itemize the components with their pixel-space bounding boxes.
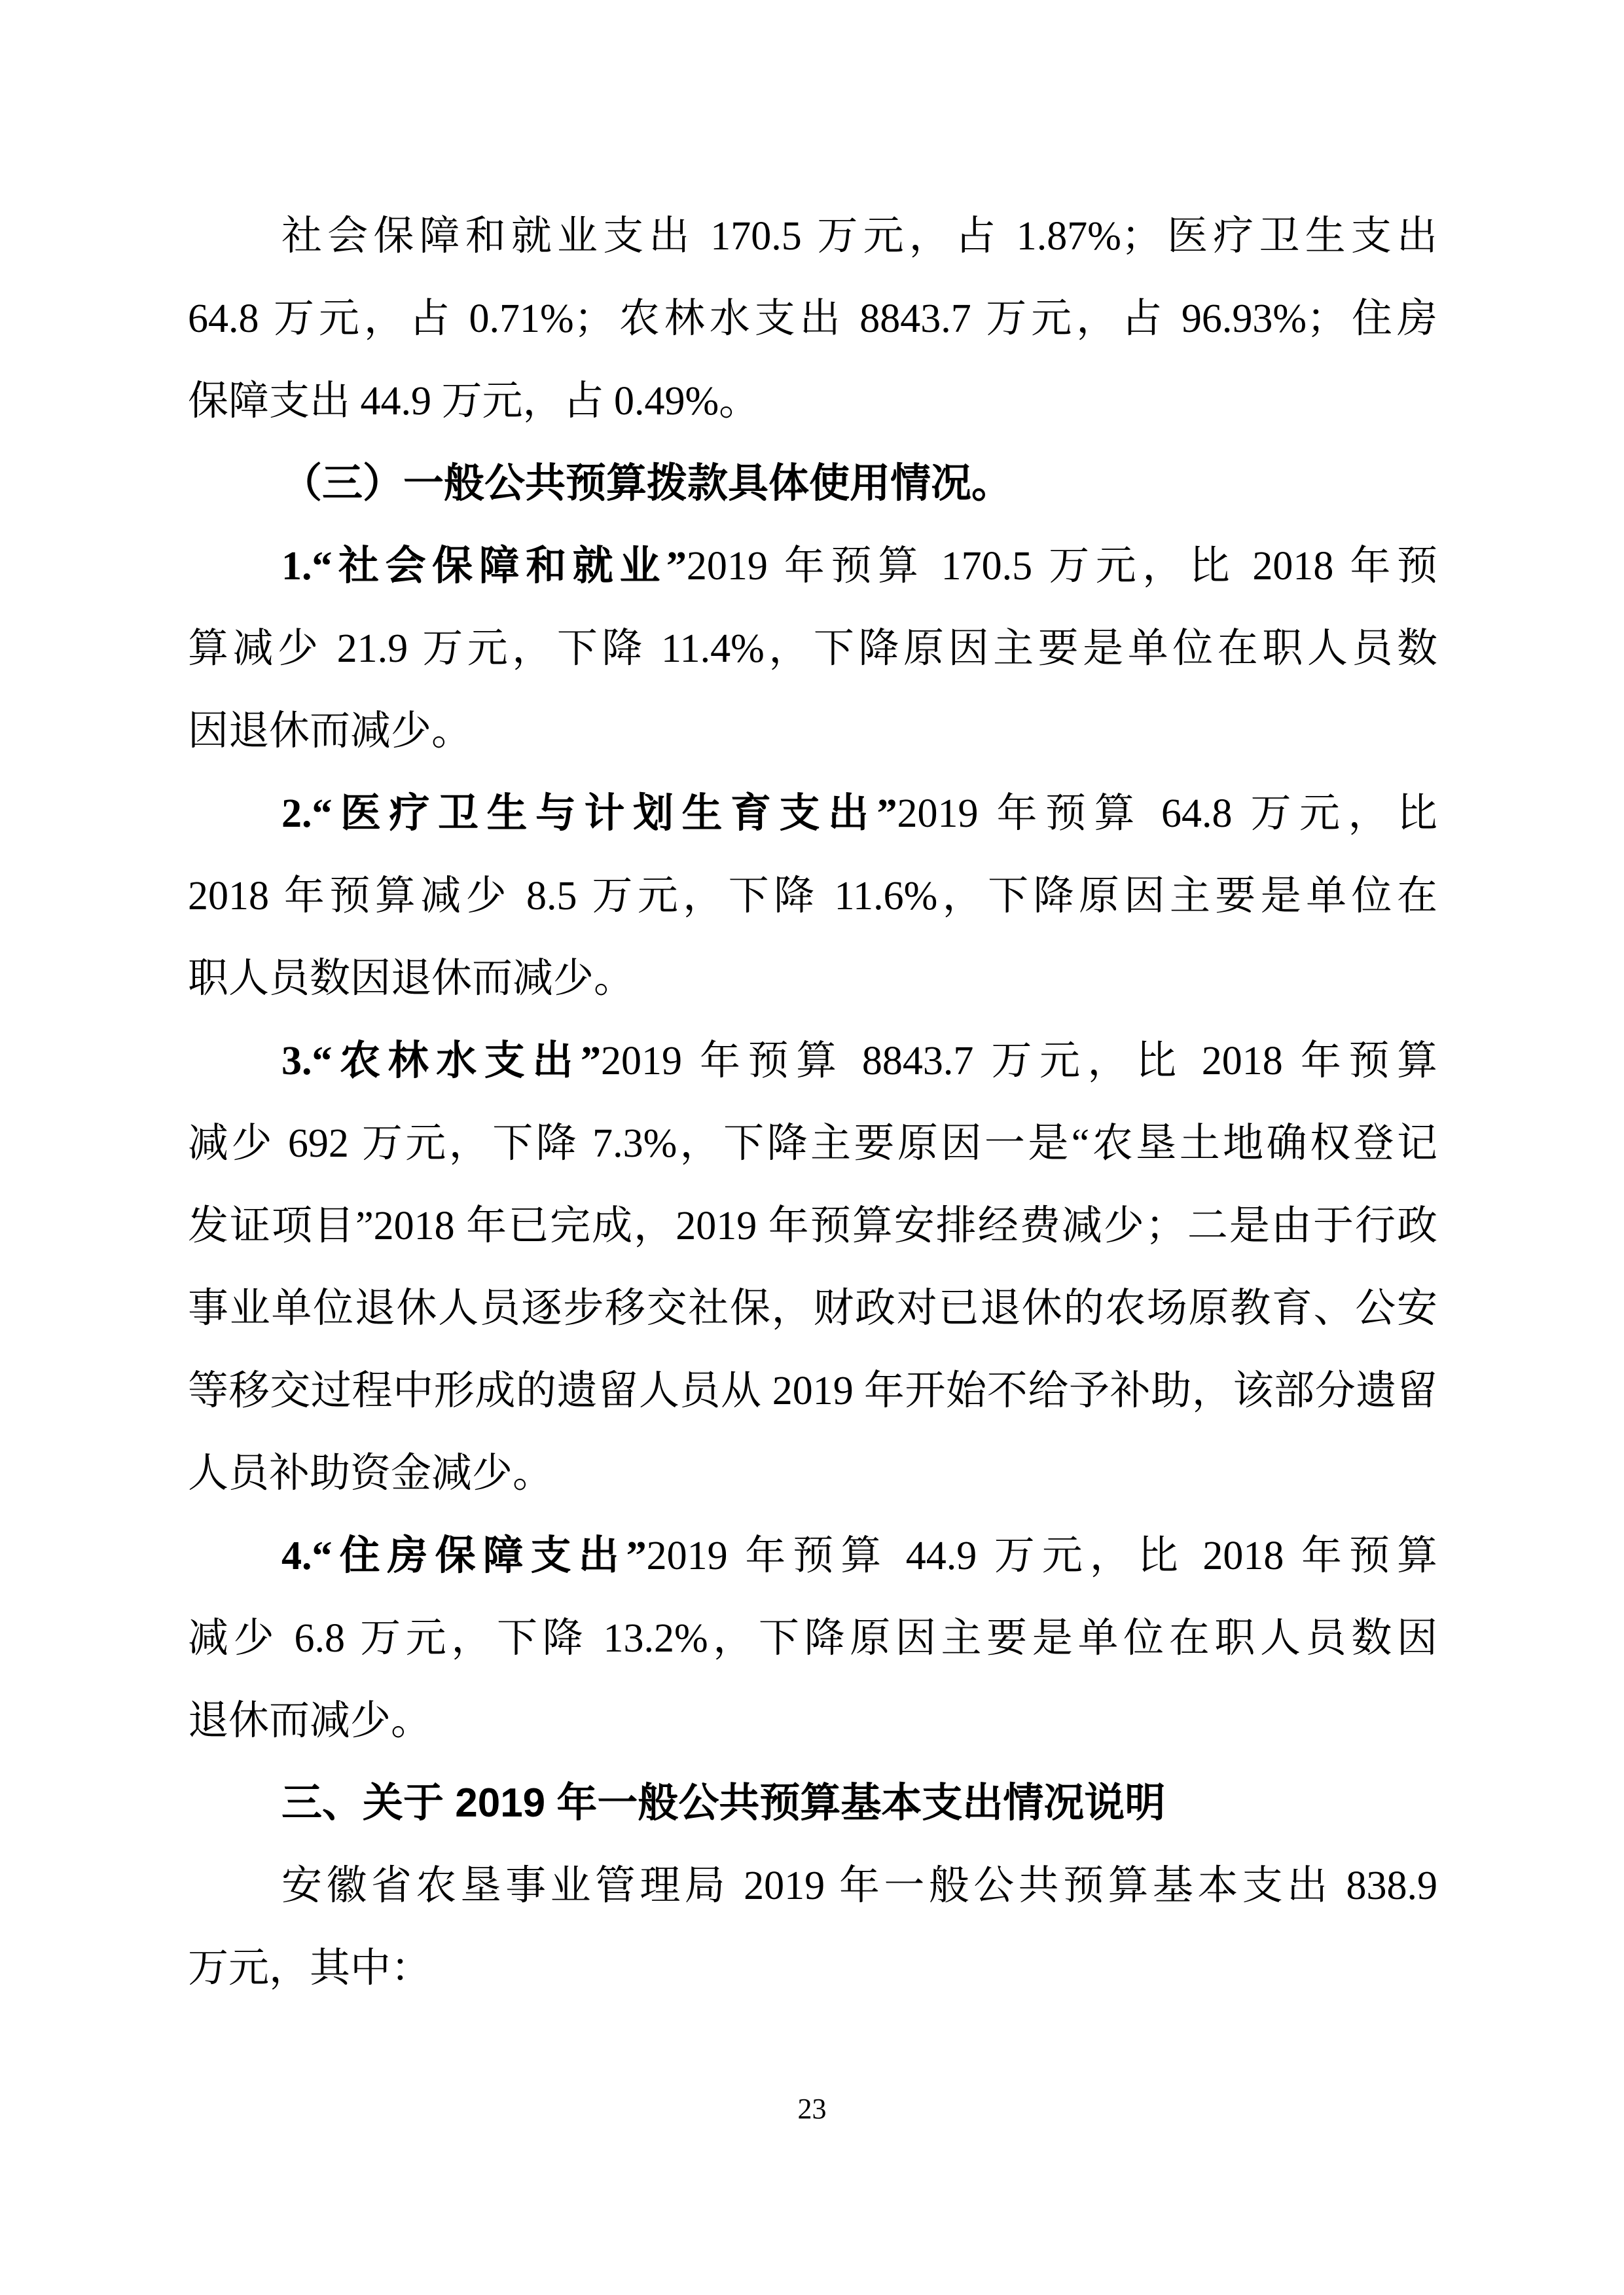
section-heading xyxy=(188,1762,1437,1845)
text-run: 事业单位退休人员逐步移交社保，财政对已退休的农场原教育、公安 xyxy=(188,1286,1437,1331)
text-run: 职人员数因退休而减少。 xyxy=(188,956,635,1001)
text-line xyxy=(188,195,1437,278)
text-line xyxy=(188,1845,1437,1927)
text-run: 2019 年预算 8843.7 万元，比 2018 年预算 xyxy=(600,1039,1437,1083)
text-line xyxy=(188,1597,1437,1680)
text-line xyxy=(188,772,1437,855)
text-run: 减少 6.8 万元，下降 13.2%，下降原因主要是单位在职人员数因 xyxy=(188,1616,1437,1661)
document-body xyxy=(188,195,1437,2010)
text-line xyxy=(188,1020,1437,1102)
text-run: 社会保障和就业支出 170.5 万元，占 1.87%；医疗卫生支出 xyxy=(281,214,1437,259)
text-run: 发证项目”2018 年已完成，2019 年预算安排经费减少；二是由于行政 xyxy=(188,1204,1437,1248)
subsection-heading xyxy=(188,443,1437,525)
bold-run: 1.“社会保障和就业” xyxy=(281,544,687,588)
bold-run: 2.“医疗卫生与计划生育支出” xyxy=(281,791,897,836)
text-run: 三、关于 2019 年一般公共预算基本支出情况说明 xyxy=(281,1780,1166,1826)
text-line xyxy=(188,1102,1437,1185)
text-line xyxy=(188,1267,1437,1350)
text-run: 保障支出 44.9 万元，占 0.49%。 xyxy=(188,379,760,424)
text-line xyxy=(188,278,1437,360)
text-run: 算减少 21.9 万元，下降 11.4%，下降原因主要是单位在职人员数 xyxy=(188,626,1437,671)
text-run: 2018 年预算减少 8.5 万元，下降 11.6%，下降原因主要是单位在 xyxy=(188,874,1437,918)
text-line xyxy=(188,360,1437,443)
text-run: 因退休而减少。 xyxy=(188,709,473,753)
text-run: 2019 年预算 44.9 万元，比 2018 年预算 xyxy=(646,1534,1437,1578)
text-run: 万元，其中： xyxy=(188,1946,432,1991)
text-line xyxy=(188,607,1437,690)
text-line xyxy=(188,855,1437,937)
text-line xyxy=(188,1350,1437,1432)
text-line xyxy=(188,525,1437,607)
text-line xyxy=(188,1432,1437,1515)
text-line xyxy=(188,1185,1437,1267)
text-line xyxy=(188,690,1437,772)
text-line xyxy=(188,1680,1437,1762)
text-run: （三）一般公共预算拨款具体使用情况。 xyxy=(281,461,1013,506)
text-run: 退休而减少。 xyxy=(188,1699,432,1743)
text-run: 安徽省农垦事业管理局 2019 年一般公共预算基本支出 838.9 xyxy=(281,1864,1437,1908)
bold-run: 4.“住房保障支出” xyxy=(281,1534,647,1578)
text-line xyxy=(188,1515,1437,1597)
page-number: 23 xyxy=(797,2093,827,2125)
text-run: 等移交过程中形成的遗留人员从 2019 年开始不给予补助，该部分遗留 xyxy=(188,1369,1437,1413)
text-run: 减少 692 万元，下降 7.3%，下降主要原因一是“农垦土地确权登记 xyxy=(188,1121,1437,1166)
text-line xyxy=(188,1927,1437,2010)
text-run: 人员补助资金减少。 xyxy=(188,1451,554,1496)
text-run: 64.8 万元，占 0.71%；农林水支出 8843.7 万元，占 96.93%；住房 xyxy=(188,297,1437,341)
text-line xyxy=(188,937,1437,1020)
text-run: 2019 年预算 64.8 万元，比 xyxy=(897,791,1437,836)
text-run: 2019 年预算 170.5 万元，比 2018 年预 xyxy=(686,544,1437,588)
bold-run: 3.“农林水支出” xyxy=(281,1039,601,1083)
